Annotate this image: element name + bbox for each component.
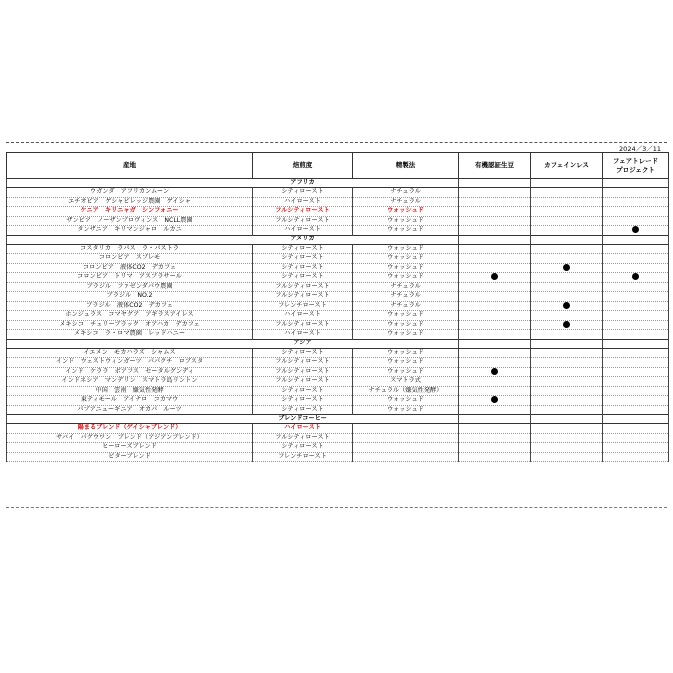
cell-process: ウォッシュド bbox=[353, 396, 459, 406]
cell-organic bbox=[459, 433, 531, 443]
cell-origin: ケニア キリニャガ シンフォニー bbox=[7, 207, 253, 217]
table-row bbox=[7, 263, 669, 273]
cell-decaf bbox=[531, 244, 603, 254]
cell-decaf bbox=[531, 396, 603, 406]
cell-roast: シティロースト bbox=[253, 188, 353, 198]
section-cell bbox=[459, 179, 531, 188]
cell-process: ウォッシュド bbox=[353, 226, 459, 236]
cell-decaf bbox=[531, 424, 603, 434]
section-row bbox=[7, 235, 669, 244]
cell-process: ナチュラル bbox=[353, 197, 459, 207]
cell-fairtrade bbox=[603, 330, 669, 340]
cell-roast: シティロースト bbox=[253, 263, 353, 273]
cell-fairtrade bbox=[603, 197, 669, 207]
cell-fairtrade bbox=[603, 207, 669, 217]
cell-origin: 陽まるブレンド（ゲイシャブレンド） bbox=[7, 424, 253, 434]
filled-circle-icon bbox=[491, 273, 498, 280]
cell-organic bbox=[459, 386, 531, 396]
cell-organic bbox=[459, 367, 531, 377]
cell-organic bbox=[459, 244, 531, 254]
cell-fairtrade bbox=[603, 188, 669, 198]
header-decaf: カフェインレス bbox=[531, 153, 603, 179]
cell-roast: ハイロースト bbox=[253, 424, 353, 434]
cell-fairtrade bbox=[603, 424, 669, 434]
filled-circle-icon bbox=[491, 396, 498, 403]
cell-roast: フルシティロースト bbox=[253, 358, 353, 368]
table-row bbox=[7, 197, 669, 207]
cell-origin: インド ウェストウィンガーツ パパクチ ロブスタ bbox=[7, 358, 253, 368]
cell-organic bbox=[459, 443, 531, 453]
section-row bbox=[7, 339, 669, 348]
cell-fairtrade bbox=[603, 433, 669, 443]
filled-circle-icon bbox=[632, 273, 639, 280]
cell-origin: ブラジル NO.2 bbox=[7, 292, 253, 302]
cell-origin: インド ケララ ボアフス セータルグンディ bbox=[7, 367, 253, 377]
section-cell bbox=[531, 179, 603, 188]
cell-fairtrade bbox=[603, 244, 669, 254]
cell-roast: シティロースト bbox=[253, 244, 353, 254]
cell-organic bbox=[459, 188, 531, 198]
cell-decaf bbox=[531, 273, 603, 283]
cell-organic bbox=[459, 348, 531, 358]
cell-decaf bbox=[531, 405, 603, 415]
table-row bbox=[7, 377, 669, 387]
cell-decaf bbox=[531, 263, 603, 273]
cell-fairtrade bbox=[603, 292, 669, 302]
cell-fairtrade bbox=[603, 396, 669, 406]
cell-fairtrade bbox=[603, 358, 669, 368]
cell-roast: シティロースト bbox=[253, 273, 353, 283]
document-date: 2024／3／11 bbox=[619, 145, 661, 153]
cell-process: ウォッシュド bbox=[353, 263, 459, 273]
table-row bbox=[7, 311, 669, 321]
cell-process: ナチュラル bbox=[353, 292, 459, 302]
cell-fairtrade bbox=[603, 273, 669, 283]
section-cell bbox=[7, 179, 253, 188]
cell-process: ウォッシュド bbox=[353, 207, 459, 217]
section-cell bbox=[7, 339, 253, 348]
cell-origin: ビターブレンド bbox=[7, 452, 253, 462]
cell-origin: ヒーローズブレンド bbox=[7, 443, 253, 453]
cell-decaf bbox=[531, 433, 603, 443]
table-row bbox=[7, 254, 669, 264]
section-cell bbox=[353, 235, 459, 244]
cell-process: スマトラ式 bbox=[353, 377, 459, 387]
cell-roast: シティロースト bbox=[253, 405, 353, 415]
cell-organic bbox=[459, 452, 531, 462]
section-cell bbox=[353, 339, 459, 348]
cell-fairtrade bbox=[603, 254, 669, 264]
cell-origin: メキシコ ラ・ロマ農園 レッドハニー bbox=[7, 330, 253, 340]
section-cell bbox=[531, 339, 603, 348]
cell-fairtrade bbox=[603, 443, 669, 453]
cell-process: ウォッシュド bbox=[353, 320, 459, 330]
cell-roast: シティロースト bbox=[253, 443, 353, 453]
cell-roast: ハイロースト bbox=[253, 226, 353, 236]
table-row bbox=[7, 207, 669, 217]
cell-origin: インドネシア マンデリン スマトラ島リントン bbox=[7, 377, 253, 387]
section-title: アジア bbox=[253, 339, 353, 348]
cell-decaf bbox=[531, 207, 603, 217]
table-row bbox=[7, 367, 669, 377]
cell-decaf bbox=[531, 443, 603, 453]
cell-organic bbox=[459, 226, 531, 236]
cell-process bbox=[353, 452, 459, 462]
table-row bbox=[7, 273, 669, 283]
cell-process: ナチュラル bbox=[353, 301, 459, 311]
cell-roast: フルシティロースト bbox=[253, 320, 353, 330]
cell-roast: シティロースト bbox=[253, 386, 353, 396]
cell-organic bbox=[459, 424, 531, 434]
cell-process bbox=[353, 443, 459, 453]
table-row bbox=[7, 358, 669, 368]
cell-origin: サバイ パグウワン ブレンド（アジアンブレンド） bbox=[7, 433, 253, 443]
cell-organic bbox=[459, 377, 531, 387]
section-cell bbox=[603, 179, 669, 188]
cell-decaf bbox=[531, 282, 603, 292]
section-cell bbox=[603, 235, 669, 244]
cell-roast: ハイロースト bbox=[253, 330, 353, 340]
filled-circle-icon bbox=[563, 302, 570, 309]
cell-roast: シティロースト bbox=[253, 348, 353, 358]
filled-circle-icon bbox=[563, 321, 570, 328]
section-row bbox=[7, 415, 669, 424]
cell-roast: フルシティロースト bbox=[253, 433, 353, 443]
cell-organic bbox=[459, 216, 531, 226]
cell-decaf bbox=[531, 320, 603, 330]
table-row bbox=[7, 396, 669, 406]
table-row bbox=[7, 188, 669, 198]
cell-fairtrade bbox=[603, 405, 669, 415]
cell-process: ウォッシュド bbox=[353, 273, 459, 283]
cell-process: ウォッシュド bbox=[353, 330, 459, 340]
cell-organic bbox=[459, 405, 531, 415]
cell-organic bbox=[459, 197, 531, 207]
cell-organic bbox=[459, 311, 531, 321]
cell-origin: ブラジル 液体CO2 デカフェ bbox=[7, 301, 253, 311]
table-row bbox=[7, 452, 669, 462]
cell-decaf bbox=[531, 197, 603, 207]
section-cell bbox=[353, 179, 459, 188]
cell-process: ウォッシュド bbox=[353, 244, 459, 254]
section-title: アメリカ bbox=[253, 235, 353, 244]
cell-roast: フルシティロースト bbox=[253, 377, 353, 387]
header-organic: 有機認証生豆 bbox=[459, 153, 531, 179]
table-row bbox=[7, 301, 669, 311]
section-row bbox=[7, 179, 669, 188]
table-row bbox=[7, 226, 669, 236]
table-row bbox=[7, 443, 669, 453]
cell-decaf bbox=[531, 386, 603, 396]
section-cell bbox=[531, 415, 603, 424]
cell-organic bbox=[459, 396, 531, 406]
cell-process: ナチュラル（嫌気性発酵） bbox=[353, 386, 459, 396]
cell-fairtrade bbox=[603, 216, 669, 226]
cell-organic bbox=[459, 263, 531, 273]
cell-organic bbox=[459, 254, 531, 264]
cell-origin: ウガンダ アフリカンムーン bbox=[7, 188, 253, 198]
cell-process: ウォッシュド bbox=[353, 311, 459, 321]
filled-circle-icon bbox=[632, 226, 639, 233]
cell-decaf bbox=[531, 301, 603, 311]
header-process: 精製法 bbox=[353, 153, 459, 179]
cell-fairtrade bbox=[603, 320, 669, 330]
table-row bbox=[7, 405, 669, 415]
cell-origin: コロンビア スプレモ bbox=[7, 254, 253, 264]
cell-organic bbox=[459, 358, 531, 368]
cell-roast: フルシティロースト bbox=[253, 367, 353, 377]
cell-roast: フルシティロースト bbox=[253, 216, 353, 226]
cell-decaf bbox=[531, 292, 603, 302]
section-cell bbox=[7, 235, 253, 244]
cell-organic bbox=[459, 320, 531, 330]
cell-origin: メキシコ チェリーブラック オアハカ デカフェ bbox=[7, 320, 253, 330]
cell-decaf bbox=[531, 311, 603, 321]
cell-fairtrade bbox=[603, 226, 669, 236]
cell-fairtrade bbox=[603, 377, 669, 387]
cell-process: ウォッシュド bbox=[353, 358, 459, 368]
cell-origin: タンザニア キリマンジャロ ルカニ bbox=[7, 226, 253, 236]
table-row bbox=[7, 386, 669, 396]
section-cell bbox=[459, 339, 531, 348]
cell-fairtrade bbox=[603, 311, 669, 321]
cell-origin: エチオピア ゲシャビレッジ農園 ゲイシャ bbox=[7, 197, 253, 207]
header-roast: 焙煎度 bbox=[253, 153, 353, 179]
table-row bbox=[7, 348, 669, 358]
cell-fairtrade bbox=[603, 282, 669, 292]
table-row bbox=[7, 320, 669, 330]
cell-roast: シティロースト bbox=[253, 396, 353, 406]
cell-decaf bbox=[531, 367, 603, 377]
cell-process: ウォッシュド bbox=[353, 254, 459, 264]
cell-decaf bbox=[531, 216, 603, 226]
cell-decaf bbox=[531, 348, 603, 358]
cell-process bbox=[353, 424, 459, 434]
cell-origin: コロンビア トリマ アスプラサール bbox=[7, 273, 253, 283]
top-rule bbox=[6, 142, 667, 143]
cell-fairtrade bbox=[603, 386, 669, 396]
cell-process: ナチュラル bbox=[353, 188, 459, 198]
cell-decaf bbox=[531, 377, 603, 387]
cell-origin: 中国 雲南 嫌気性発酵 bbox=[7, 386, 253, 396]
cell-origin: 東ティモール アイナロ コカマウ bbox=[7, 396, 253, 406]
section-cell bbox=[459, 415, 531, 424]
table-row bbox=[7, 433, 669, 443]
cell-fairtrade bbox=[603, 367, 669, 377]
cell-fairtrade bbox=[603, 348, 669, 358]
cell-roast: フレンチロースト bbox=[253, 301, 353, 311]
cell-origin: コロンビア 液体CO2 デカフェ bbox=[7, 263, 253, 273]
cell-origin: ブラジル ファゼンダパウ農園 bbox=[7, 282, 253, 292]
table-row bbox=[7, 244, 669, 254]
cell-organic bbox=[459, 273, 531, 283]
cell-process: ウォッシュド bbox=[353, 405, 459, 415]
cell-decaf bbox=[531, 254, 603, 264]
cell-roast: ハイロースト bbox=[253, 311, 353, 321]
cell-process: ウォッシュド bbox=[353, 367, 459, 377]
table-row bbox=[7, 424, 669, 434]
cell-organic bbox=[459, 330, 531, 340]
section-cell bbox=[7, 415, 253, 424]
cell-roast: フレンチロースト bbox=[253, 452, 353, 462]
cell-origin: パプアニューギニア オカパ ルーツ bbox=[7, 405, 253, 415]
section-cell bbox=[603, 339, 669, 348]
cell-origin: イエメン モカハラズ シャムス bbox=[7, 348, 253, 358]
cell-roast: フルシティロースト bbox=[253, 207, 353, 217]
cell-roast: フルシティロースト bbox=[253, 292, 353, 302]
cell-process: ウォッシュド bbox=[353, 216, 459, 226]
cell-organic bbox=[459, 282, 531, 292]
cell-decaf bbox=[531, 188, 603, 198]
table-row bbox=[7, 330, 669, 340]
cell-origin: ホンジュラス コマヤグア アギラスアイレス bbox=[7, 311, 253, 321]
cell-roast: ハイロースト bbox=[253, 197, 353, 207]
filled-circle-icon bbox=[491, 368, 498, 375]
header-fairtrade: フェアトレード プロジェクト bbox=[603, 153, 669, 179]
cell-organic bbox=[459, 301, 531, 311]
cell-fairtrade bbox=[603, 301, 669, 311]
section-cell bbox=[531, 235, 603, 244]
cell-decaf bbox=[531, 358, 603, 368]
cell-fairtrade bbox=[603, 263, 669, 273]
section-cell bbox=[353, 415, 459, 424]
cell-roast: シティロースト bbox=[253, 254, 353, 264]
cell-process: ウォッシュド bbox=[353, 348, 459, 358]
section-title: アフリカ bbox=[253, 179, 353, 188]
table-row bbox=[7, 292, 669, 302]
section-cell bbox=[459, 235, 531, 244]
cell-organic bbox=[459, 292, 531, 302]
bottom-rule bbox=[6, 507, 667, 508]
cell-origin: コスタリカ ラパス ラ・パストラ bbox=[7, 244, 253, 254]
cell-fairtrade bbox=[603, 452, 669, 462]
section-title: ブレンドコーヒー bbox=[253, 415, 353, 424]
cell-roast: フルシティロースト bbox=[253, 282, 353, 292]
filled-circle-icon bbox=[563, 264, 570, 271]
table-body bbox=[7, 179, 669, 462]
cell-origin: ザンビア ノーザンプロヴィンス NCLL農園 bbox=[7, 216, 253, 226]
cell-organic bbox=[459, 207, 531, 217]
cell-process: ナチュラル bbox=[353, 282, 459, 292]
cell-decaf bbox=[531, 226, 603, 236]
section-cell bbox=[603, 415, 669, 424]
header-row bbox=[7, 153, 669, 179]
header-origin: 産地 bbox=[7, 153, 253, 179]
coffee-bean-table bbox=[6, 152, 669, 462]
cell-decaf bbox=[531, 330, 603, 340]
cell-process bbox=[353, 433, 459, 443]
table-row bbox=[7, 282, 669, 292]
cell-decaf bbox=[531, 452, 603, 462]
table-row bbox=[7, 216, 669, 226]
